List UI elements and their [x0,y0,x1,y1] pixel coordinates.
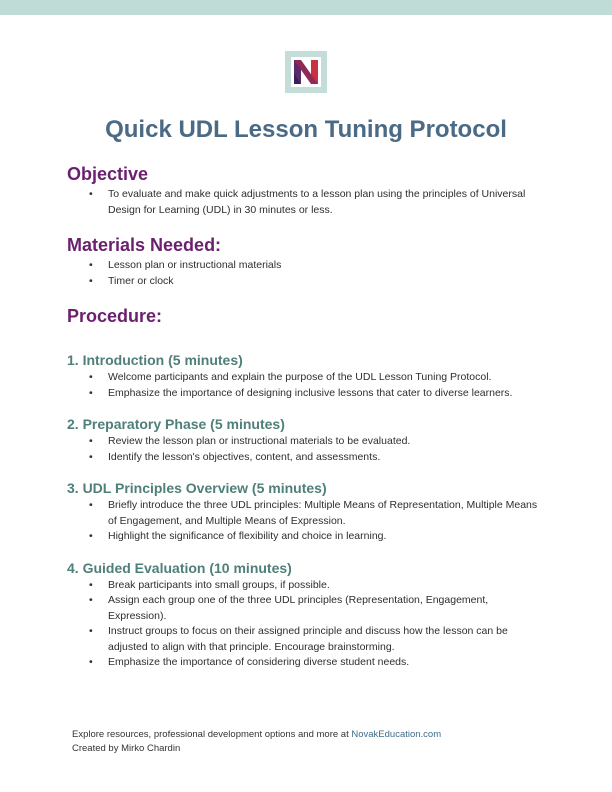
list-item: • Emphasize the importance of designing inclusive lessons that cater to diverse learners. [67,386,547,402]
top-accent-band [0,0,612,15]
list-item: • Assign each group one of the three UDL principles (Representation, Engagement, Expression). [67,593,547,624]
list-item: • Lesson plan or instructional materials [67,258,547,274]
list-item: • Break participants into small groups, if possible. [67,578,547,594]
list-item: • Emphasize the importance of considering diverse student needs. [67,655,547,671]
step-3-heading: 3. UDL Principles Overview (5 minutes) [67,480,327,496]
list-item: • Timer or clock [67,274,547,290]
step-4-list [67,578,547,671]
list-item: • Highlight the significance of flexibility and choice in learning. [67,529,547,545]
step-2-list [67,434,547,465]
step-1-list [67,370,547,401]
step-1-heading: 1. Introduction (5 minutes) [67,352,243,368]
procedure-heading: Procedure: [67,306,163,326]
list-item: • Briefly introduce the three UDL principles: Multiple Means of Representation, Multiple Means of Engagement, and Multiple Means of Expression. [67,498,547,529]
list-item: • To evaluate and make quick adjustments to a lesson plan using the principles of Universal Design for Learning (UDL) in 30 minutes or less. [67,187,547,218]
step-4-heading: 4. Guided Evaluation (10 minutes) [67,559,292,576]
novak-logo-icon [285,51,327,93]
footer-line-1 [72,728,572,742]
materials-list [67,258,547,289]
document-body [67,161,547,671]
list-item: • Review the lesson plan or instructional materials to be evaluated. [67,434,547,450]
list-item: • Identify the lesson's objectives, content, and assessments. [67,450,547,466]
footer-text: Explore resources, professional development options and more at [72,729,352,740]
objective-list [67,187,547,218]
document-title: Quick UDL Lesson Tuning Protocol [105,116,507,143]
list-item: • Instruct groups to focus on their assigned principle and discuss how the lesson can be adjusted to align with that principle. Encourage brainstorming. [67,624,547,655]
list-item: • Welcome participants and explain the purpose of the UDL Lesson Tuning Protocol. [67,370,547,386]
objective-heading: Objective [67,164,149,184]
step-3-list [67,498,547,545]
footer [72,728,572,756]
novak-education-link[interactable]: NovakEducation.com [351,729,442,740]
materials-heading: Materials Needed: [67,235,222,255]
step-2-heading: 2. Preparatory Phase (5 minutes) [67,416,285,432]
footer-credit: Created by Mirko Chardin [72,743,181,754]
